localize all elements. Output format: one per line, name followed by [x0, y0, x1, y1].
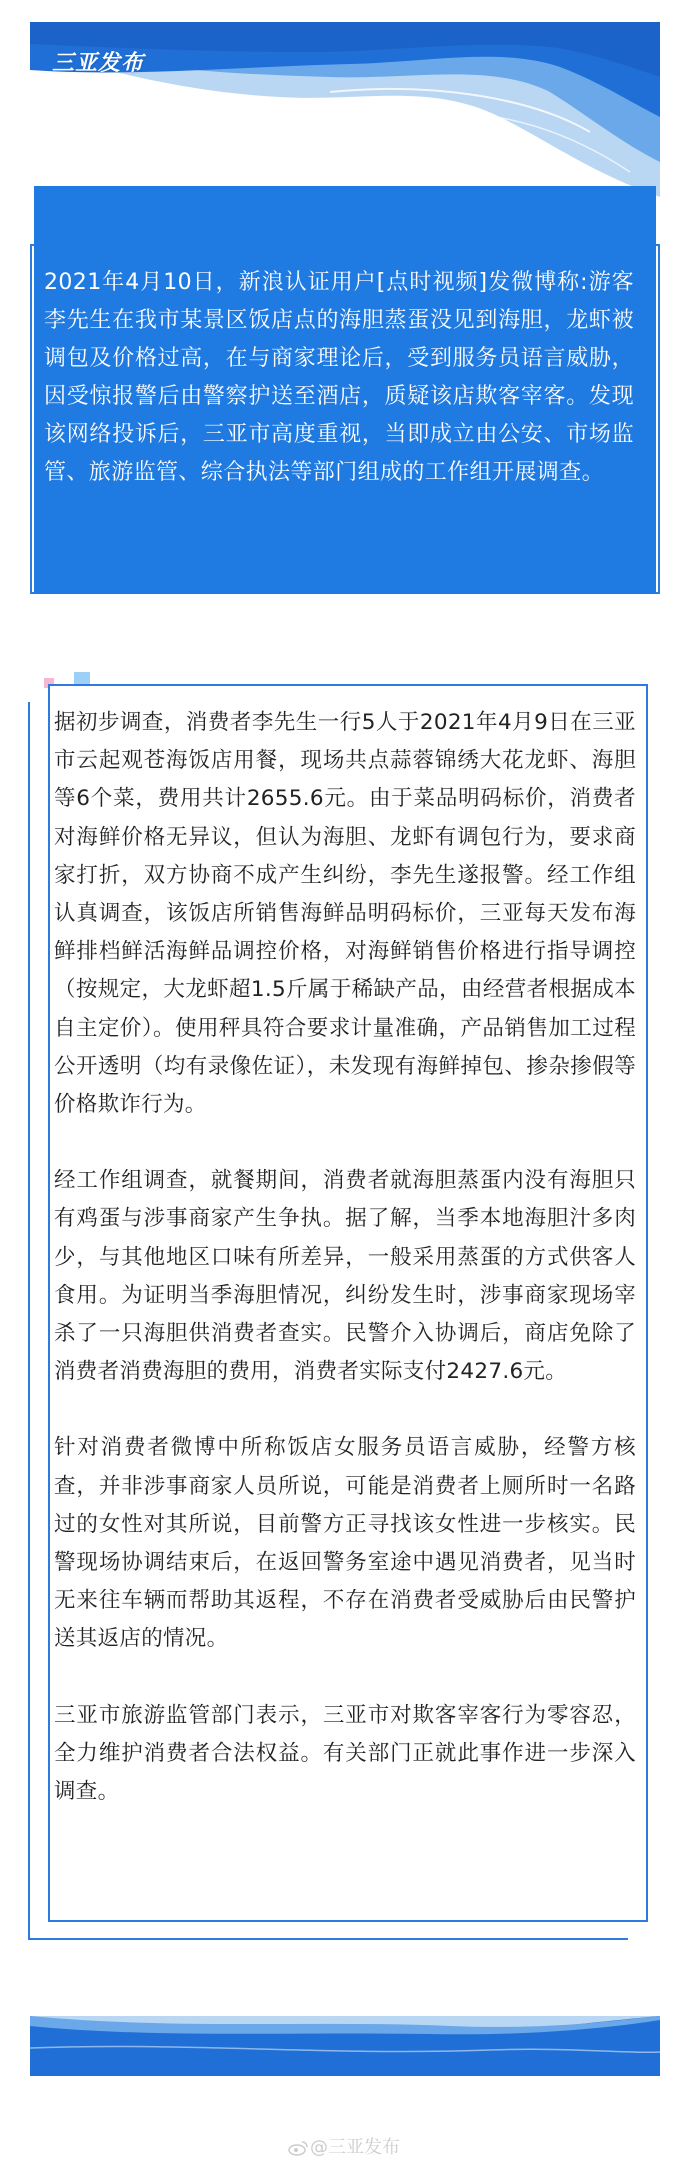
main-content [54, 704, 636, 1849]
weibo-watermark [288, 2133, 400, 2159]
paragraph-threat: 针对消费者微博中所称饭店女服务员语言威胁，经警方核查，并非涉事商家人员所说，可能是消费者上厕所时一名路过的女性对其所说，目前警方正寻找该女性进一步核实。民警现场协调结束后，在返回警务室途中遇见消费者，见当时无来往车辆而帮助其返程，不存在消费者受威胁后由民警护送其返店的情况。 [54, 1435, 636, 1652]
intro-text: 2021年4月10日，新浪认证用户[点时视频]发微博称:游客李先生在我市某景区饭店点的海胆蒸蛋没见到海胆，龙虾被调包及价格过高，在与商家理论后，受到服务员语言威胁，因受惊报警后由警察护送至酒店，质疑该店欺客宰客。发现该网络投诉后，三亚市高度重视，当即成立由公安、市场监管、旅游监管、综合执法等部门组成的工作组开展调查。 [44, 270, 634, 485]
paragraph-statement: 三亚市旅游监管部门表示，三亚市对欺客宰客行为零容忍，全力维护消费者合法权益。有关部门正就此事作进一步深入调查。 [54, 1702, 636, 1805]
paragraph-investigation: 据初步调查，消费者李先生一行5人于2021年4月9日在三亚市云起观苍海饭店用餐，现场共点蒜蓉锦绣大花龙虾、海胆等6个菜，费用共计2655.6元。由于菜品明码标价，消费者对海鲜价格无异议，但认为海胆、龙虾有调包行为，要求商家打折，双方协商不成产生纠纷，李先生遂报警。经工作组认真调查，该饭店所销售海鲜品明码标价，三亚每天发布海鲜排档鲜活海鲜品调控价格，对海鲜销售价格进行指导调控（按规定，大龙虾超1.5斤属于稀缺产品，由经营者根据成本自主定价）。使用秤具符合要求计量准确，产品销售加工过程公开透明（均有录像佐证），未发现有海鲜掉包、掺杂掺假等价格欺诈行为。 [54, 710, 636, 1118]
header-banner [30, 22, 660, 197]
brand-logo: 三亚发布 [52, 51, 145, 76]
paragraph-sea-urchin: 经工作组调查，就餐期间，消费者就海胆蒸蛋内没有海胆只有鸡蛋与涉事商家产生争执。据了解，当季本地海胆汁多肉少，与其他地区口味有所差异，一般采用蒸蛋的方式供客人食用。为证明当季海胆情况，纠纷发生时，涉事商家现场宰杀了一只海胆供消费者查实。民警介入协调后，商店免除了消费者消费海胆的费用，消费者实际支付2427.6元。 [54, 1168, 636, 1385]
weibo-icon [288, 2140, 308, 2156]
footer-banner [30, 2016, 660, 2076]
footer-wave-graphic [30, 2016, 660, 2076]
watermark-text: @三亚发布 [310, 2137, 400, 2158]
